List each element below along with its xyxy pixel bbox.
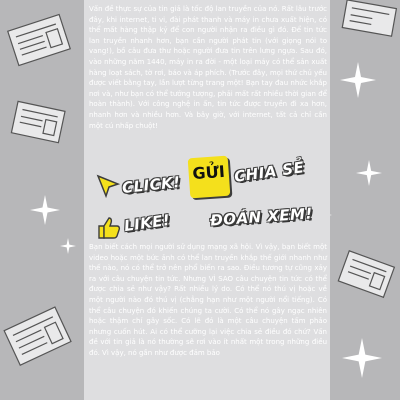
sticker-gui: GỬI	[191, 161, 226, 184]
sparkle-star-icon	[60, 238, 76, 254]
newspaper-doodle-top-right-icon	[338, 0, 400, 40]
sparkle-star-icon	[342, 338, 382, 378]
sticker-doan-xem: ĐOÁN XEM!	[209, 204, 314, 230]
paragraph-top: Vấn đề thực sự của tin giả là tốc độ lan truyền của nó. Rất lâu trước đây, khi internet, ti vi, đài phát thanh và máy in chưa xuất hiện, có thể mất hàng thập kỷ để con người nhận ra điều gì đó. Để tin tức lan truyền nhanh hơn, bạn cần người phát tin (với giọng nói to vang!), bồ câu đưa thư hoặc người đưa tin trên lưng ngựa. Sau đó, vào những năm 1440, máy in ra đời - một loại máy có thể sản xuất hàng loạt sách, tờ rơi, báo và áp phích. (Trước đây, mọi thứ chủ yếu được viết bằng tay, lần lượt từng trang một! Bạn tay đau nhức khắp nơi và, như bạn có thể tưởng tượng, phải mất rất nhiều thời gian để hoàn thành). Với công nghệ in ấn, tin tức được truyền đi xa hơn, nhanh hơn và nhiều hơn. Và bây giờ, với internet, tất cả chỉ cần một cú nhấp chuột!	[89, 5, 327, 130]
newspaper-doodle-top-left-icon	[4, 10, 74, 70]
newspaper-doodle-right-icon	[336, 250, 396, 300]
sparkle-star-icon	[30, 195, 60, 225]
sticker-click: CLICK!	[121, 172, 182, 198]
sparkle-star-icon	[356, 160, 382, 186]
newspaper-doodle-left-icon	[8, 98, 68, 148]
sticker-like: LIKE!	[122, 210, 172, 236]
sticker-chia-se: CHIA SẺ	[233, 158, 306, 186]
sparkle-star-icon	[340, 62, 376, 98]
newspaper-doodle-bottom-left-icon	[2, 305, 74, 369]
paragraph-bottom: Bạn biết cách mọi người sử dụng mạng xã hội. Vì vậy, bạn biết một video hoặc một bức ảnh có thể lan truyền khắp thế giới nhanh như thế nào, nó có thể trở nên phổ biến ra sao. Điều tương tự cũng xảy ra với câu chuyện tin tức. Nhưng VÌ SAO câu chuyện tin tức có thể được chia sẻ như vậy? Rất nhiều lý do. Có thể nó thú vị hoặc về một người nào đó thú vị (chẳng hạn như một người nổi tiếng). Có thể câu chuyện đó khiến chúng ta cười. Có thể nó gây ngạc nhiên hoặc thậm chí gây sốc. Có lẽ đó là một câu chuyện tấm phảo nhưng cuốn hút. Ai có thể cưỡng lại việc chia sẻ điều đó chứ? Vấn đề với tin giả là nó thường sẽ rơi vào ít nhất một trong những điều đó. Vì vậy, nó gần như được đảm bảo	[89, 243, 327, 357]
